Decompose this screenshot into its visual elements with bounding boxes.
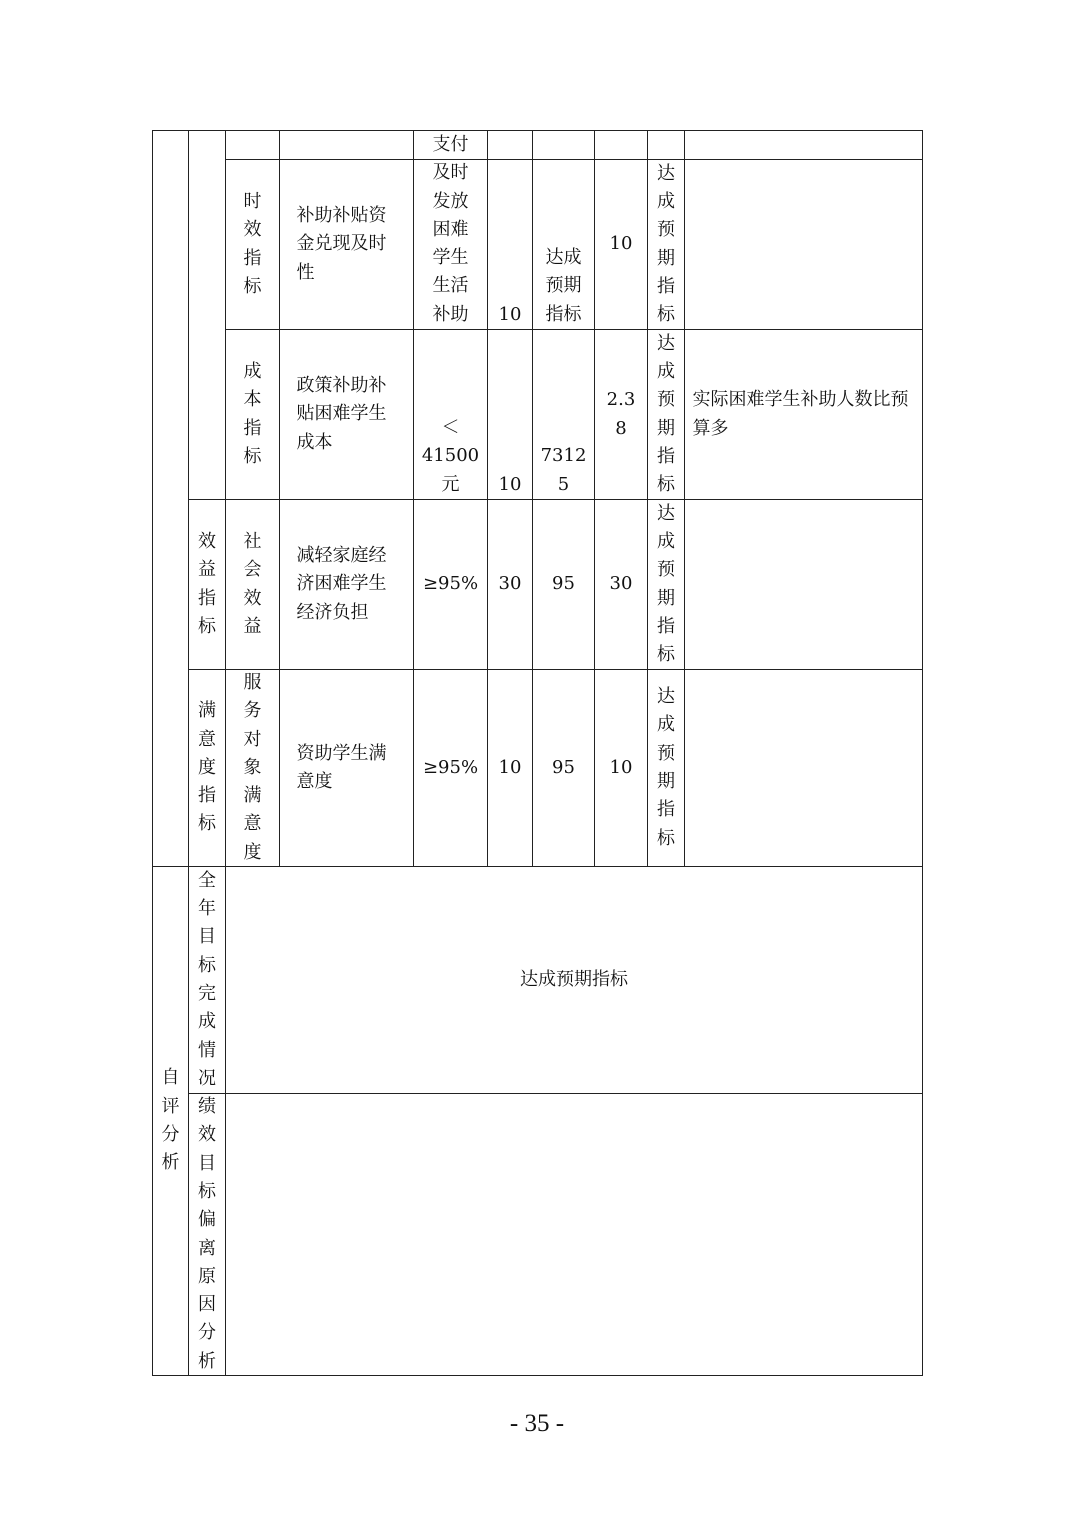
group-label: 效益指标 <box>198 530 216 637</box>
status: 达成预期指标 <box>657 686 675 849</box>
completion-value: 达成预期指标 <box>520 968 628 990</box>
deviation-label: 绩效目标偏离原因分析 <box>198 1096 216 1372</box>
status: 达成预期指标 <box>657 502 675 666</box>
actual-value: 95 <box>552 756 575 778</box>
note-cell <box>684 329 923 500</box>
score: 10 <box>609 233 633 255</box>
weight: 10 <box>498 473 522 495</box>
score: 2.3 8 <box>606 389 636 439</box>
weight-cell <box>487 669 533 867</box>
indicator: 补助补贴资金兑现及时性 <box>296 205 387 283</box>
score-cell <box>594 669 648 867</box>
indicator-cell <box>279 329 414 500</box>
target-value: 支付 <box>432 133 469 155</box>
note-cell <box>684 499 923 670</box>
cell-empty <box>684 130 923 160</box>
score-cell <box>594 499 648 670</box>
status-cell <box>647 499 685 670</box>
weight-cell <box>487 159 533 330</box>
indicator: 资助学生满意度 <box>296 742 387 792</box>
indicator-cell <box>279 159 414 330</box>
category-cell <box>225 499 280 670</box>
cell-empty <box>188 130 226 500</box>
category-cell <box>225 159 280 330</box>
weight-cell <box>487 499 533 670</box>
completion-value-cell <box>225 866 923 1094</box>
score: 30 <box>609 573 633 595</box>
cell-empty <box>225 130 280 160</box>
status-cell <box>647 159 685 330</box>
status-cell <box>647 669 685 867</box>
indicator: 政策补助补贴困难学生成本 <box>296 375 387 453</box>
actual-cell <box>532 329 595 500</box>
category-cell <box>225 669 280 867</box>
cell-empty <box>594 130 648 160</box>
score-cell <box>594 329 648 500</box>
target-value: 及时发放困难学生生活补助 <box>432 162 469 325</box>
actual-cell <box>532 499 595 670</box>
indicator-cell <box>279 669 414 867</box>
target-value: ≥95% <box>422 573 479 595</box>
category-cell <box>225 329 280 500</box>
status: 达成预期指标 <box>657 162 675 326</box>
completion-label: 全年目标完成情况 <box>198 869 216 1089</box>
cell-empty <box>532 130 595 160</box>
note: 实际困难学生补助人数比预算多 <box>692 389 909 439</box>
actual-value: 7312 5 <box>540 445 587 495</box>
deviation-label-cell <box>188 1093 226 1376</box>
note-cell <box>684 669 923 867</box>
weight: 10 <box>498 756 522 778</box>
category: 成本指标 <box>243 360 262 467</box>
target-cell <box>413 499 488 670</box>
target-value: ≥95% <box>422 756 479 778</box>
cell-empty <box>647 130 685 160</box>
group-label: 满意度指标 <box>198 700 216 835</box>
actual-value: 达成预期指标 <box>545 247 582 325</box>
self-eval-label-cell <box>152 866 189 1376</box>
score: 10 <box>609 756 633 778</box>
score-cell <box>594 159 648 330</box>
weight: 30 <box>498 573 522 595</box>
completion-label-cell <box>188 866 226 1094</box>
page-number: - 35 - <box>509 1410 565 1437</box>
indicator-cell <box>279 499 414 670</box>
cell-empty <box>152 130 189 867</box>
category: 社会效益 <box>243 530 262 637</box>
weight: 10 <box>498 303 522 325</box>
target-cell <box>413 130 488 160</box>
weight-cell <box>487 329 533 500</box>
status: 达成预期指标 <box>657 332 675 496</box>
cell-empty <box>279 130 414 160</box>
target-value: ＜ 41500 元 <box>421 417 480 495</box>
cell-empty <box>487 130 533 160</box>
target-cell <box>413 329 488 500</box>
group-cell <box>188 499 226 670</box>
deviation-value-cell <box>225 1093 923 1376</box>
self-eval-label: 自评分析 <box>161 1067 180 1174</box>
actual-value: 95 <box>552 573 575 595</box>
indicator: 减轻家庭经济困难学生经济负担 <box>296 545 387 623</box>
actual-cell <box>532 159 595 330</box>
target-cell <box>413 669 488 867</box>
category: 时效指标 <box>243 190 262 297</box>
category: 服务对象满意度 <box>243 671 262 863</box>
group-cell <box>188 669 226 867</box>
status-cell <box>647 329 685 500</box>
actual-cell <box>532 669 595 867</box>
note-cell <box>684 159 923 330</box>
target-cell <box>413 159 488 330</box>
